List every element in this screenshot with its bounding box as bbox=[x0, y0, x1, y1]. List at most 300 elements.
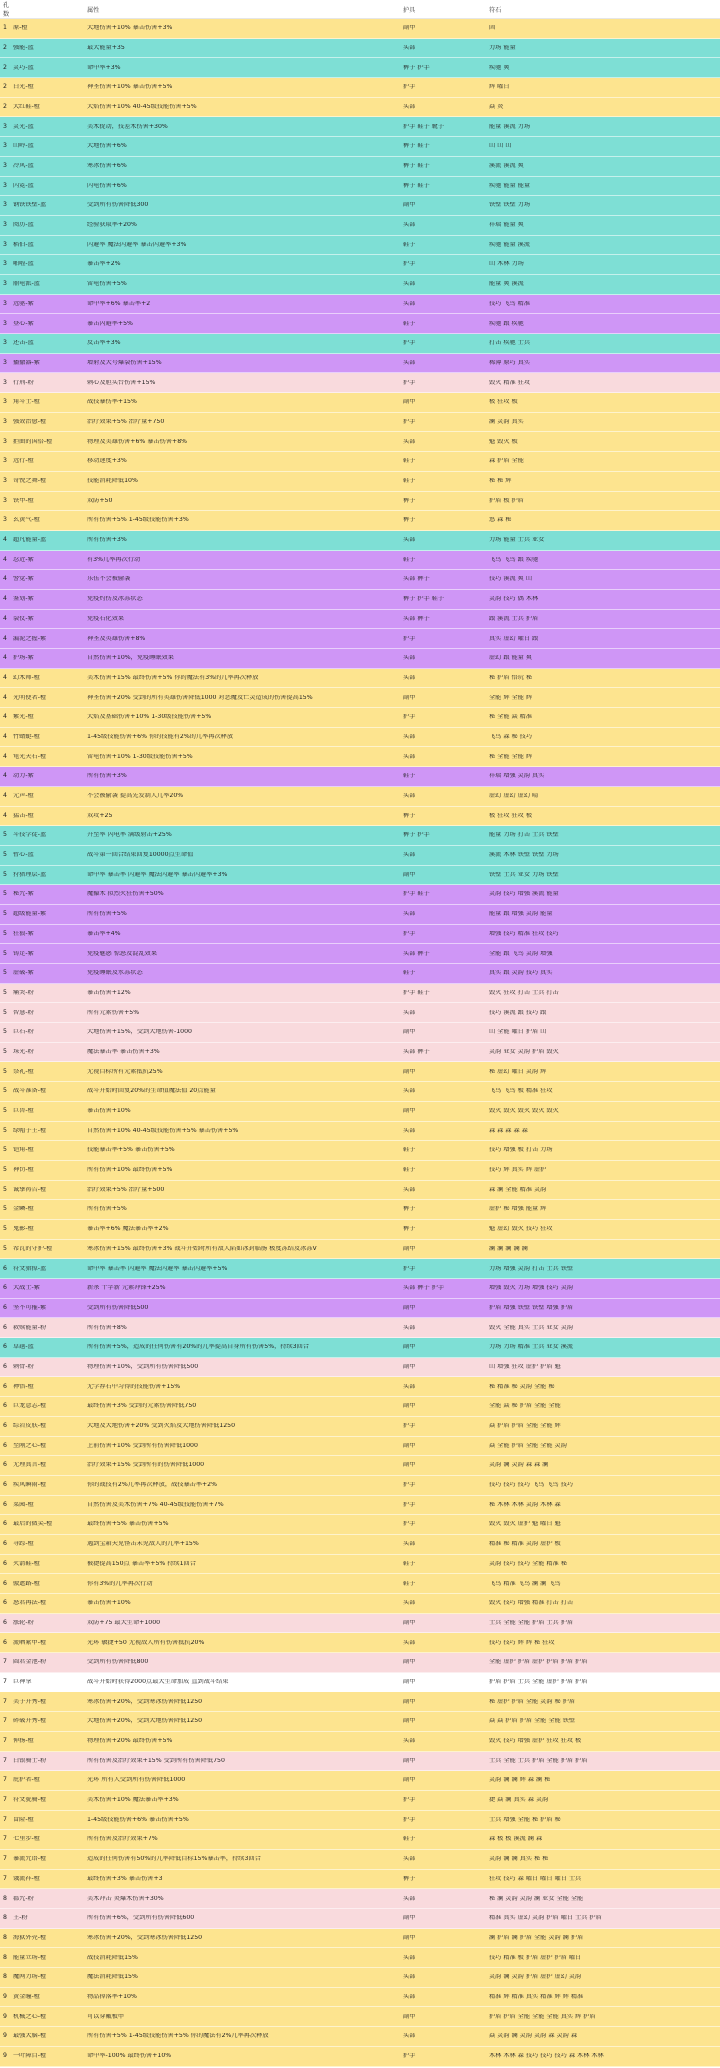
hole-count-cell: 5 bbox=[3, 1008, 7, 1016]
runes-cell: 木林 木林 森 技巧 技巧 技巧 森 木林 木林 bbox=[489, 2053, 604, 2060]
name-cell: 饿流祥-橙 bbox=[13, 1875, 40, 1882]
runes-cell: 技巧 增强 极 打击 力场 bbox=[489, 1147, 553, 1154]
attribute-cell: 所有伤害+5% bbox=[87, 911, 127, 918]
runes-cell: 疾驰 跟 疾驰 bbox=[489, 320, 524, 327]
attribute-cell: 你有3%的几率再次行动 bbox=[87, 1580, 153, 1587]
name-cell: 坚不可摧-紫 bbox=[13, 1304, 47, 1311]
name-cell: 碎破升秀-橙 bbox=[13, 1718, 47, 1725]
name-cell: 龟光天石-橙 bbox=[13, 753, 47, 760]
name-cell: 鬼影-橙 bbox=[13, 1226, 34, 1233]
attribute-cell: 1-45级技能伤害+6% 暴击伤害+5% bbox=[87, 1816, 189, 1823]
table-row bbox=[0, 58, 720, 78]
slot-cell: 头部 bbox=[403, 1600, 416, 1607]
attribute-cell: 双攻+25 bbox=[87, 812, 113, 819]
attribute-cell: 最大能量+35 bbox=[87, 44, 125, 51]
slot-cell: 鞋子 bbox=[403, 320, 416, 327]
table-row bbox=[0, 866, 720, 886]
hole-count-cell: 3 bbox=[3, 221, 7, 229]
attribute-cell: 最终伤害+5% 暴击伤害+5% bbox=[87, 1521, 169, 1528]
hole-count-cell: 7 bbox=[3, 1815, 7, 1823]
slot-cell: 副甲 bbox=[403, 1659, 416, 1666]
slot-cell: 护手 bbox=[403, 635, 416, 642]
hole-count-cell: 7 bbox=[3, 1756, 7, 1764]
attribute-cell: 美术伤害+10% 魔法暴击率+3% bbox=[87, 1797, 179, 1804]
runes-cell: 技巧 飞鸟 精准 bbox=[489, 300, 531, 307]
runes-cell: 能量 溪流 力场 bbox=[489, 123, 531, 130]
table-row bbox=[0, 1122, 720, 1142]
table-row bbox=[0, 984, 720, 1004]
hole-count-cell: 5 bbox=[3, 910, 7, 918]
slot-cell: 头部 bbox=[403, 1324, 416, 1331]
table-row bbox=[0, 2047, 720, 2067]
slot-cell: 护手 bbox=[403, 261, 416, 268]
name-cell: 护场-紫 bbox=[13, 655, 34, 662]
table-row bbox=[0, 1889, 720, 1909]
slot-cell: 头部 bbox=[403, 438, 416, 445]
attribute-cell: 新杀 十字新 元素冲锋+25% bbox=[87, 1285, 166, 1292]
attribute-cell: 命中率 暴击率 闪避率 魔法闪避率 暴击闪避率+3% bbox=[87, 871, 228, 878]
table-row bbox=[0, 1476, 720, 1496]
runes-cell: 秘 澜 灵韵 灵韵 澜 亚女 全能 全能 bbox=[489, 1895, 584, 1902]
name-cell: 漏泥之握-紫 bbox=[13, 635, 47, 642]
attribute-cell: 技能暴击率+5% 暴击伤害+5% bbox=[87, 1147, 175, 1154]
name-cell: 灵巧-蓝 bbox=[13, 64, 34, 71]
hole-count-cell: 3 bbox=[3, 398, 7, 406]
table-row bbox=[0, 747, 720, 767]
hole-count-cell: 5 bbox=[3, 1047, 7, 1055]
attribute-cell: 大地伤害+15%，受到大地伤害-1000 bbox=[87, 1029, 192, 1036]
header-attributes: 属性 bbox=[87, 6, 100, 14]
attribute-cell: 寒冰伤害+6% bbox=[87, 163, 127, 170]
table-row bbox=[0, 2007, 720, 2027]
table-row bbox=[0, 1299, 720, 1319]
table-row bbox=[0, 1909, 720, 1929]
name-cell: 黄金瞳-橙 bbox=[13, 1993, 40, 2000]
runes-cell: 灵韵 澜 灵韵 森 森 澜 bbox=[489, 1462, 549, 1469]
slot-cell: 副甲 bbox=[403, 1363, 416, 1370]
name-cell: 强效治愈-橙 bbox=[13, 418, 47, 425]
slot-cell: 副甲 bbox=[403, 1344, 416, 1351]
slot-cell: 头部 bbox=[403, 1009, 416, 1016]
table-row bbox=[0, 432, 720, 452]
attribute-cell: 寒冰伤害+15% 最终伤害+3% 战斗开始时所有敌人陷如冰封临肠 极度冻结及冰冻V bbox=[87, 1245, 317, 1252]
table-row bbox=[0, 944, 720, 964]
name-cell: 郡咒-粉 bbox=[13, 1895, 34, 1902]
runes-cell: 山 增强 狂攻 虚护 护盾 魁 bbox=[489, 1363, 561, 1370]
table-row bbox=[0, 1732, 720, 1752]
table-row bbox=[0, 334, 720, 354]
hole-count-cell: 9 bbox=[3, 2012, 7, 2020]
runes-cell: 真实 跟 灵韵 技巧 真实 bbox=[489, 970, 553, 977]
hole-count-cell: 6 bbox=[3, 1618, 7, 1626]
name-cell: 最强大脑-橙 bbox=[13, 2033, 47, 2040]
slot-cell: 裤子 鞋子 bbox=[403, 143, 430, 150]
hole-count-cell: 3 bbox=[3, 516, 7, 524]
slot-cell: 头部 bbox=[403, 733, 416, 740]
slot-cell: 头部 bbox=[403, 2033, 416, 2040]
hole-count-cell: 6 bbox=[3, 1422, 7, 1430]
hole-count-cell: 9 bbox=[3, 2032, 7, 2040]
name-cell: 动力-紫 bbox=[13, 773, 34, 780]
hole-count-cell: 6 bbox=[3, 1264, 7, 1272]
slot-cell: 护手 bbox=[403, 84, 416, 91]
slot-cell: 头部 bbox=[403, 852, 416, 859]
hole-count-cell: 6 bbox=[3, 1500, 7, 1508]
name-cell: 超级能量-紫 bbox=[13, 911, 47, 918]
hole-count-cell: 3 bbox=[3, 319, 7, 327]
runes-cell: 秘 虚护 护盾 全能 灵韵 秘 护盾 bbox=[489, 1698, 576, 1705]
table-row bbox=[0, 531, 720, 551]
runes-cell: 飞鸟 森 秘 技巧 bbox=[489, 733, 533, 740]
table-row bbox=[0, 925, 720, 945]
name-cell: 巨兽-橙 bbox=[13, 1108, 34, 1115]
name-cell: 猛击-橙 bbox=[13, 812, 34, 819]
runes-cell: 全能 虚护 护盾 虚护 护盾 护盾 护盾 bbox=[489, 1659, 588, 1666]
table-row bbox=[0, 39, 720, 59]
slot-cell: 副甲 bbox=[403, 1915, 416, 1922]
name-cell: 冷风-蓝 bbox=[13, 163, 34, 170]
slot-cell: 鞋子 bbox=[403, 1167, 416, 1174]
runes-cell: 固 bbox=[489, 25, 496, 32]
hole-count-cell: 6 bbox=[3, 1441, 7, 1449]
name-cell: 钢铁铁壁-蓝 bbox=[13, 202, 47, 209]
runes-cell: 全能 焱 秘 护盾 全能 全能 bbox=[489, 1403, 561, 1410]
slot-cell: 副甲 bbox=[403, 694, 416, 701]
runes-cell: 毁灭 技巧 增强 虚护 狂攻 狂攻 极 bbox=[489, 1738, 582, 1745]
slot-cell: 副甲 bbox=[403, 1718, 416, 1725]
slot-cell: 头部 裤子 bbox=[403, 1048, 430, 1055]
runes-cell: 森 护盾 全能 bbox=[489, 458, 524, 465]
table-row bbox=[0, 1948, 720, 1968]
table-row bbox=[0, 1358, 720, 1378]
attribute-cell: 闪电伤害+6% bbox=[87, 182, 127, 189]
table-row bbox=[0, 1220, 720, 1240]
hole-count-cell: 4 bbox=[3, 752, 7, 760]
runes-cell: 狂攻 技巧 森 曜日 曜日 曜日 士兵 bbox=[489, 1875, 582, 1882]
slot-cell: 裤子 护手 鞋子 bbox=[403, 596, 445, 603]
attribute-cell: 命中率 暴击率 闪避率 魔法闪避率 暴击闪避率+5% bbox=[87, 1265, 228, 1272]
hole-count-cell: 4 bbox=[3, 673, 7, 681]
table-row bbox=[0, 1377, 720, 1397]
runes-cell: 山 全能 曜日 护盾 山 bbox=[489, 1029, 547, 1036]
table-row bbox=[0, 1338, 720, 1358]
slot-cell: 头部 裤子 bbox=[403, 615, 430, 622]
hole-count-cell: 5 bbox=[3, 831, 7, 839]
runes-cell: 疾驰 爽 bbox=[489, 64, 510, 71]
table-row bbox=[0, 885, 720, 905]
name-cell: 元声-橙 bbox=[13, 793, 34, 800]
attribute-cell: 最终伤害+3% 暴击伤害+3 bbox=[87, 1875, 163, 1882]
table-row bbox=[0, 1259, 720, 1279]
name-cell: 怒君再法-橙 bbox=[13, 1600, 47, 1607]
attribute-cell: 免疫灼伤及冰冻状态 bbox=[87, 596, 143, 603]
slot-cell: 头部 bbox=[403, 911, 416, 918]
runes-cell: 精准 辉 精准 真实 精准 辉 辉 精准 bbox=[489, 1993, 584, 2000]
attribute-cell: 可以穿戴板甲 bbox=[87, 2013, 125, 2020]
hole-count-cell: 7 bbox=[3, 1697, 7, 1705]
slot-cell: 副甲 bbox=[403, 871, 416, 878]
name-cell: 啪啦-蓝 bbox=[13, 261, 34, 268]
attribute-cell: 命中率+3% bbox=[87, 64, 121, 71]
attribute-cell: 暴击伤害+12% bbox=[87, 989, 131, 996]
name-cell: 忍近-紫 bbox=[13, 556, 34, 563]
slot-cell: 头部 bbox=[403, 222, 416, 229]
table-row bbox=[0, 1850, 720, 1870]
slot-cell: 裤子 鞋子 bbox=[403, 163, 430, 170]
hole-count-cell: 3 bbox=[3, 339, 7, 347]
attribute-cell: 物品掉落率+10% bbox=[87, 1993, 137, 2000]
runes-cell: 祥瑞 增强 灵韵 真实 bbox=[489, 773, 545, 780]
hole-count-cell: 7 bbox=[3, 1776, 7, 1784]
table-row bbox=[0, 1633, 720, 1653]
hole-count-cell: 4 bbox=[3, 732, 7, 740]
table-row bbox=[0, 1496, 720, 1516]
table-row bbox=[0, 1968, 720, 1988]
name-cell: 山岭-蓝 bbox=[13, 143, 34, 150]
attribute-cell: 大地伤害+6% bbox=[87, 143, 127, 150]
attribute-cell: 雷电伤害+5% bbox=[87, 281, 127, 288]
slot-cell: 护手 bbox=[403, 930, 416, 937]
slot-cell: 鞋子 bbox=[403, 1560, 416, 1567]
hole-count-cell: 4 bbox=[3, 654, 7, 662]
attribute-cell: 寒冰伤害+20%，受到寒冰伤害降低1250 bbox=[87, 1698, 203, 1705]
runes-cell: 疾驰 能量 溪流 bbox=[489, 241, 531, 248]
runes-cell: 能量 跟 增强 灵韵 能量 bbox=[489, 911, 553, 918]
slot-cell: 护手 bbox=[403, 1797, 416, 1804]
slot-cell: 头部 裤子 bbox=[403, 576, 430, 583]
slot-cell: 副甲 bbox=[403, 1934, 416, 1941]
runes-cell: 技巧 精准 极 护盾 虚护 护盾 曜日 bbox=[489, 1954, 582, 1961]
name-cell: 白银骑士-粉 bbox=[13, 1757, 47, 1764]
runes-cell: 毁灭 毁灭 虚护 魁 曜日 魁 bbox=[489, 1521, 561, 1528]
name-cell: 寻踪-橙 bbox=[13, 1541, 34, 1548]
table-row bbox=[0, 787, 720, 807]
slot-cell: 头部 bbox=[403, 300, 416, 307]
table-row bbox=[0, 1161, 720, 1181]
attribute-cell: 不会被偷袭 提高先发制人几率20% bbox=[87, 793, 184, 800]
name-cell: 竹蜻蜓-橙 bbox=[13, 733, 40, 740]
table-row bbox=[0, 964, 720, 984]
header-armor-slot: 护具 bbox=[403, 6, 416, 14]
attribute-cell: 双防+75 最大生命+1000 bbox=[87, 1619, 161, 1626]
slot-cell: 裤子 bbox=[403, 812, 416, 819]
table-row bbox=[0, 1830, 720, 1850]
slot-cell: 裤子 bbox=[403, 1875, 416, 1882]
name-cell: 斗技学徒-蓝 bbox=[13, 832, 47, 839]
attribute-cell: 有3%几率再次行动 bbox=[87, 556, 141, 563]
name-cell: 大红鞋-橙 bbox=[13, 103, 40, 110]
attribute-cell: 暴击伤害+10% bbox=[87, 1600, 131, 1607]
attribute-cell: 美术捉动，技差术伤害+30% bbox=[87, 123, 168, 130]
attribute-cell: 暴击率+2% bbox=[87, 261, 121, 268]
table-row bbox=[0, 157, 720, 177]
name-cell: 紫光-橙 bbox=[13, 714, 34, 721]
name-cell: 神罚-橙 bbox=[13, 1167, 34, 1174]
attribute-cell: 被捷提高150点 暴击率+5% 持续1回合 bbox=[87, 1560, 196, 1567]
attribute-cell: 所有伤害+10% 最终伤害+5% bbox=[87, 1167, 173, 1174]
hole-count-cell: 5 bbox=[3, 1166, 7, 1174]
runes-cell: 焱 灵韵 澜 灵韵 灵韵 森 灵韵 森 bbox=[489, 2033, 578, 2040]
attribute-cell: 所有伤害及治疗效果+7% bbox=[87, 1836, 158, 1843]
name-cell: 远行-橙 bbox=[13, 458, 34, 465]
slot-cell: 护手 bbox=[403, 1423, 416, 1430]
attribute-cell: 所有伤害及治疗效果+15% 受到所有伤害降低750 bbox=[87, 1757, 225, 1764]
hole-count-cell: 7 bbox=[3, 1835, 7, 1843]
table-row bbox=[0, 826, 720, 846]
runes-cell: 秘 虚幻 曜日 灵韵 辉 bbox=[489, 1068, 547, 1075]
name-cell: 稻伯-蓝 bbox=[13, 241, 34, 248]
slot-cell: 裤子 护手 bbox=[403, 64, 430, 71]
hole-count-cell: 3 bbox=[3, 260, 7, 268]
table-row bbox=[0, 1240, 720, 1260]
slot-cell: 头部 裤子 bbox=[403, 950, 430, 957]
table-row bbox=[0, 1181, 720, 1201]
name-cell: 播撒器-紫 bbox=[13, 359, 40, 366]
table-row bbox=[0, 413, 720, 433]
name-cell: 远驱-紫 bbox=[13, 300, 34, 307]
table-row bbox=[0, 1318, 720, 1338]
runes-cell: 增强 毁灭 力场 增强 技巧 灵韵 bbox=[489, 1285, 574, 1292]
hole-count-cell: 2 bbox=[3, 83, 7, 91]
slot-cell: 头部 bbox=[403, 103, 416, 110]
table-header bbox=[0, 0, 720, 19]
name-cell: 行刑-粉 bbox=[13, 379, 34, 386]
hole-count-cell: 8 bbox=[3, 1914, 7, 1922]
slot-cell: 头部 bbox=[403, 44, 416, 51]
hole-count-cell: 3 bbox=[3, 358, 7, 366]
runes-cell: 森 森 森 森 森 bbox=[489, 1127, 528, 1134]
attribute-cell: 魔法消耗降低15% bbox=[87, 1974, 138, 1981]
slot-cell: 鞋子 bbox=[403, 241, 416, 248]
attribute-cell: 上前伤害+10% 受到所有伤害降低1000 bbox=[87, 1442, 198, 1449]
runes-cell: 护盾 增强 铁壁 铁壁 增强 护盾 bbox=[489, 1304, 574, 1311]
attribute-cell: 双防+50 bbox=[87, 497, 113, 504]
table-row bbox=[0, 1929, 720, 1949]
hole-count-cell: 2 bbox=[3, 102, 7, 110]
hole-count-cell: 3 bbox=[3, 162, 7, 170]
slot-cell: 头部 bbox=[403, 1088, 416, 1095]
name-cell: 还击-蓝 bbox=[13, 340, 34, 347]
hole-count-cell: 6 bbox=[3, 1638, 7, 1646]
table-row bbox=[0, 1397, 720, 1417]
name-cell: 裂仗-紫 bbox=[13, 615, 34, 622]
slot-cell: 护手 鞋子 bbox=[403, 989, 430, 996]
name-cell: 超凡能量-蓝 bbox=[13, 537, 47, 544]
runes-cell: 护盾 护盾 士兵 全能 虚护 护盾 护盾 bbox=[489, 1678, 588, 1685]
attribute-cell: 免疫魅惑 惊怒及混乱效果 bbox=[87, 950, 158, 957]
table-row bbox=[0, 1752, 720, 1772]
attribute-cell: 战技暴伤率+15% bbox=[87, 399, 137, 406]
name-cell: 登心-紫 bbox=[13, 320, 34, 327]
name-cell: 铠角-橙 bbox=[13, 1147, 34, 1154]
attribute-cell: 治疗效果+5% 治疗量+500 bbox=[87, 1186, 165, 1193]
name-cell: 绿帽子王-橙 bbox=[13, 1127, 47, 1134]
name-cell: 大战士-紫 bbox=[13, 1285, 40, 1292]
hole-count-cell: 3 bbox=[3, 280, 7, 288]
slot-cell: 护手 bbox=[403, 1265, 416, 1272]
runes-cell: 秘 秘 辉 bbox=[489, 478, 512, 485]
runes-cell: 真实 虚幻 曜日 跟 bbox=[489, 635, 539, 642]
hole-count-cell: 6 bbox=[3, 1343, 7, 1351]
table-row bbox=[0, 1003, 720, 1023]
runes-cell: 秘 木林 木林 灵韵 木林 森 bbox=[489, 1501, 561, 1508]
slot-cell: 护手 bbox=[403, 340, 416, 347]
runes-cell: 毁灭 全能 真实 士兵 亚女 灵韵 bbox=[489, 1324, 574, 1331]
slot-cell: 护手 鞋子 bbox=[403, 891, 430, 898]
name-cell: 暴流咒语-橙 bbox=[13, 1856, 47, 1863]
name-cell: 珠光-粉 bbox=[13, 1048, 34, 1055]
attribute-cell: 大地伤害+20%，受到大地伤害降低1250 bbox=[87, 1718, 203, 1725]
hole-count-cell: 3 bbox=[3, 299, 7, 307]
table-row bbox=[0, 1988, 720, 2008]
attribute-cell: 所有伤害+8% bbox=[87, 1324, 127, 1331]
name-cell: 菜园-橙 bbox=[13, 1501, 34, 1508]
slot-cell: 护手 bbox=[403, 2053, 416, 2060]
attribute-cell: 无视目标所有元素抵抗25% bbox=[87, 1068, 163, 1075]
hole-count-cell: 5 bbox=[3, 851, 7, 859]
name-cell: 禅悟-橙 bbox=[13, 1383, 34, 1390]
attribute-cell: 自然伤害+10% 40-45级技能伤害+5% 暴击伤害+5% bbox=[87, 1127, 239, 1134]
slot-cell: 裤子 bbox=[403, 1226, 416, 1233]
attribute-cell: 暴击闪避率+5% bbox=[87, 320, 133, 327]
slot-cell: 护手 bbox=[403, 1482, 416, 1489]
slot-cell: 裤子 护手 bbox=[403, 832, 430, 839]
runes-cell: 飞鸟 飞鸟 跟 疾驰 bbox=[489, 556, 539, 563]
slot-cell: 鞋子 bbox=[403, 478, 416, 485]
slot-cell: 头部 裤子 护手 bbox=[403, 1285, 445, 1292]
table-row bbox=[0, 19, 720, 39]
hole-count-cell: 7 bbox=[3, 1717, 7, 1725]
runes-cell: 极 狂攻 极 bbox=[489, 399, 518, 406]
hole-count-cell: 5 bbox=[3, 1185, 7, 1193]
table-row bbox=[0, 807, 720, 827]
name-cell: 拒曲的国倍-橙 bbox=[13, 438, 53, 445]
table-row bbox=[0, 393, 720, 413]
runes-cell: 能量 力场 打击 士兵 铁壁 bbox=[489, 832, 559, 839]
attribute-cell: 物理伤害+20% 最终伤害+5% bbox=[87, 1738, 173, 1745]
attribute-cell: 遇到宝箱天见怪击未见敌人的几率+15% bbox=[87, 1541, 199, 1548]
table-row bbox=[0, 511, 720, 531]
table-row bbox=[0, 78, 720, 98]
table-row bbox=[0, 452, 720, 472]
slot-cell: 副甲 bbox=[403, 1108, 416, 1115]
attribute-cell: 受到所有伤害降低500 bbox=[87, 1304, 149, 1311]
table-row bbox=[0, 688, 720, 708]
hole-count-cell: 7 bbox=[3, 1855, 7, 1863]
runes-cell: 毁灭 狂攻 打击 士兵 打击 bbox=[489, 989, 559, 996]
hole-count-cell: 4 bbox=[3, 614, 7, 622]
name-cell: 祭礼-橙 bbox=[13, 1068, 34, 1075]
attribute-cell: 最终伤害+3% 受到的元素伤害降低750 bbox=[87, 1403, 197, 1410]
name-cell: 庇护者-橙 bbox=[13, 1777, 40, 1784]
name-cell: 圆君金池-粉 bbox=[13, 1659, 47, 1666]
slot-cell: 副甲 bbox=[403, 1068, 416, 1075]
attribute-cell: 大焰伤害+10% 40-45级技能伤害+5% bbox=[87, 103, 197, 110]
runes-cell: 飞鸟 精准 飞鸟 澜 澜 飞鸟 bbox=[489, 1580, 561, 1587]
name-cell: 至刚之心-橙 bbox=[13, 1442, 47, 1449]
runes-cell: 灵韵 技巧 技巧 全能 精准 秘 bbox=[489, 1560, 567, 1567]
runes-cell: 铁壁 士兵 亚女 力场 铁壁 bbox=[489, 871, 559, 878]
name-cell: 玄黄气-橙 bbox=[13, 517, 40, 524]
runes-cell: 技巧 技巧 辉 辉 秘 狂攻 bbox=[489, 1639, 555, 1646]
slot-cell: 护手 鞋子 靴子 bbox=[403, 123, 445, 130]
table-row bbox=[0, 1811, 720, 1831]
table-row bbox=[0, 1437, 720, 1457]
runes-cell: 打击 疾驰 士兵 bbox=[489, 340, 531, 347]
slot-cell: 护手 bbox=[403, 714, 416, 721]
runes-cell: 悠 森 秘 bbox=[489, 517, 512, 524]
slot-cell: 头部 bbox=[403, 1127, 416, 1134]
